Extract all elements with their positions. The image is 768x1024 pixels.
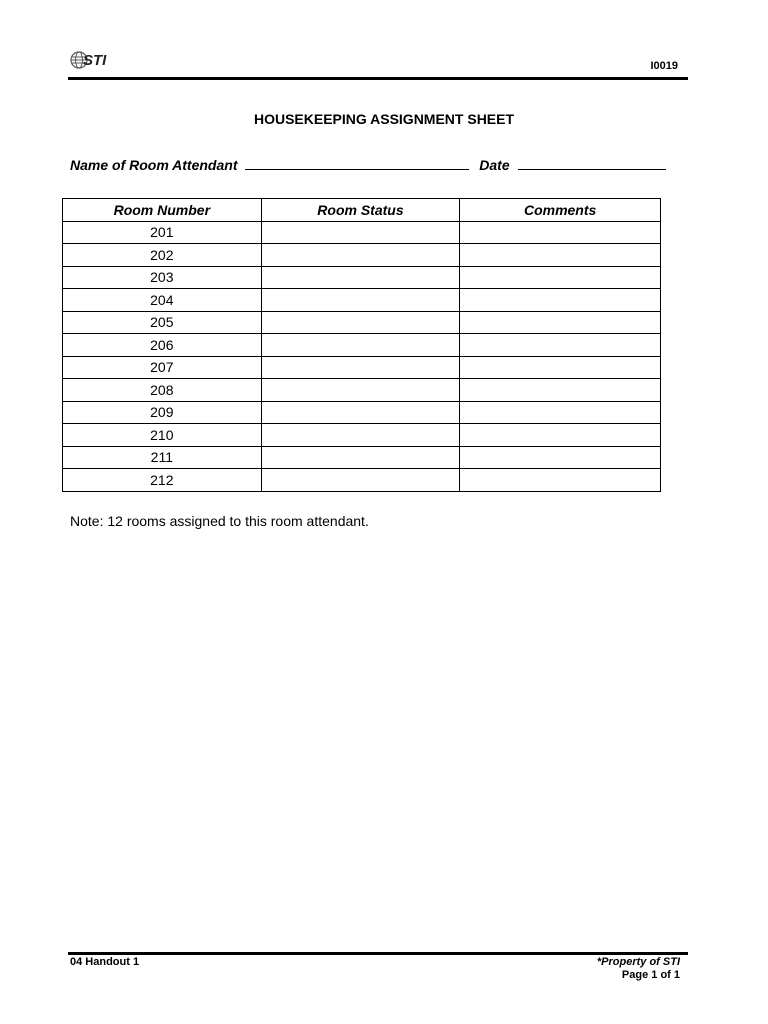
table-row xyxy=(63,244,661,267)
table-row xyxy=(63,221,661,244)
room-status-cell xyxy=(261,266,460,289)
room-status-cell xyxy=(261,221,460,244)
room-status-cell xyxy=(261,289,460,312)
comments-cell xyxy=(460,424,661,447)
room-status-cell xyxy=(261,424,460,447)
table-row xyxy=(63,289,661,312)
room-number-cell: 204 xyxy=(63,289,262,312)
comments-cell xyxy=(460,446,661,469)
assignment-note: Note: 12 rooms assigned to this room attendant. xyxy=(70,513,369,529)
handout-label: 04 Handout 1 xyxy=(70,956,140,968)
page-number: Page 1 of 1 xyxy=(621,969,680,981)
room-number-cell: 206 xyxy=(63,334,262,357)
table-row xyxy=(63,424,661,447)
comments-cell xyxy=(460,311,661,334)
comments-cell xyxy=(460,244,661,267)
sti-logo xyxy=(70,47,118,73)
room-status-cell xyxy=(261,469,460,492)
header-divider xyxy=(68,77,688,80)
header-room-number: Room Number xyxy=(63,199,262,222)
table-row xyxy=(63,401,661,424)
room-status-cell xyxy=(261,401,460,424)
table-row xyxy=(63,356,661,379)
comments-cell xyxy=(460,266,661,289)
comments-cell xyxy=(460,334,661,357)
document-code: I0019 xyxy=(650,60,678,72)
room-number-cell: 202 xyxy=(63,244,262,267)
name-blank-field xyxy=(245,155,469,170)
table-row xyxy=(63,266,661,289)
room-status-cell xyxy=(261,379,460,402)
comments-cell xyxy=(460,469,661,492)
comments-cell xyxy=(460,401,661,424)
table-row xyxy=(63,334,661,357)
room-status-cell xyxy=(261,311,460,334)
header-comments: Comments xyxy=(460,199,661,222)
page-title: HOUSEKEEPING ASSIGNMENT SHEET xyxy=(253,111,515,127)
header-room-status: Room Status xyxy=(261,199,460,222)
property-notice: *Property of STI xyxy=(596,956,680,968)
comments-cell xyxy=(460,356,661,379)
name-label: Name of Room Attendant xyxy=(70,157,238,173)
room-number-cell: 203 xyxy=(63,266,262,289)
table-row xyxy=(63,311,661,334)
room-number-cell: 211 xyxy=(63,446,262,469)
assignment-table xyxy=(62,198,661,492)
room-status-cell xyxy=(261,446,460,469)
room-number-cell: 201 xyxy=(63,221,262,244)
comments-cell xyxy=(460,221,661,244)
room-number-cell: 209 xyxy=(63,401,262,424)
table-header-row xyxy=(63,199,661,222)
room-status-cell xyxy=(261,244,460,267)
room-number-cell: 210 xyxy=(63,424,262,447)
room-number-cell: 208 xyxy=(63,379,262,402)
room-number-cell: 205 xyxy=(63,311,262,334)
table-row xyxy=(63,446,661,469)
footer-divider xyxy=(68,952,688,955)
table-row xyxy=(63,379,661,402)
room-status-cell xyxy=(261,334,460,357)
footer-right-block xyxy=(597,956,680,982)
table-row xyxy=(63,469,661,492)
comments-cell xyxy=(460,379,661,402)
room-number-cell: 207 xyxy=(63,356,262,379)
comments-cell xyxy=(460,289,661,312)
room-number-cell: 212 xyxy=(63,469,262,492)
date-blank-field xyxy=(518,155,666,170)
date-label: Date xyxy=(479,157,510,173)
room-status-cell xyxy=(261,356,460,379)
attendant-info-line xyxy=(70,155,666,173)
logo-text: STI xyxy=(83,52,107,69)
